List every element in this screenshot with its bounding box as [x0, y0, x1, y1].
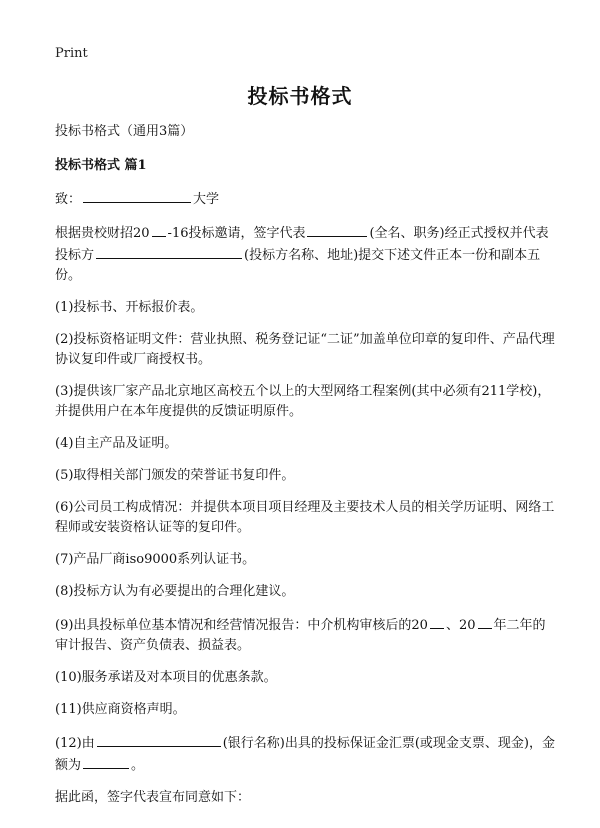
list-item: (6)公司员工构成情况：并提供本项目项目经理及主要技术人员的相关学历证明、网络工程师或安装资格认证等的复印件。: [55, 500, 555, 535]
item12-text-1: (12)由: [55, 736, 95, 751]
list-item: (4)自主产品及证明。: [55, 436, 178, 451]
intro-text-3: (全名、职务)经正式授权并代表投标方: [55, 226, 549, 263]
item12-text-3: 。: [131, 758, 145, 773]
list-item: (7)产品厂商iso9000系列认证书。: [55, 552, 256, 567]
list-item-9: [55, 614, 555, 656]
intro-text-2: -16投标邀请，签字代表: [167, 226, 306, 241]
amount-blank: [83, 754, 129, 769]
list-item: (8)投标方认为有必要提出的合理化建议。: [55, 584, 295, 599]
salutation-line: [55, 188, 555, 210]
bank-name-blank: [97, 732, 221, 747]
print-label: Print: [55, 46, 88, 61]
list-item: (5)取得相关部门颁发的荣誉证书复印件。: [55, 468, 295, 483]
item9-text-2: 、20: [445, 618, 476, 633]
list-item-12: [55, 732, 555, 776]
document-body: [55, 118, 555, 808]
section-heading: 投标书格式 篇1: [55, 158, 147, 173]
item9-text-3: 年二年的审计报告、资产负债表、损益表。: [55, 618, 546, 653]
signatory-blank: [307, 222, 367, 237]
list-item: (11)供应商资格声明。: [55, 702, 186, 717]
document-subtitle: 投标书格式（通用3篇）: [55, 124, 194, 139]
salutation-suffix: 大学: [193, 192, 220, 207]
salutation-prefix: 致：: [55, 192, 82, 207]
year-blank-1: [430, 614, 444, 629]
list-item: (10)服务承诺及对本项目的优惠条款。: [55, 670, 277, 685]
page-title: 投标书格式: [247, 84, 353, 108]
year-blank: [152, 222, 166, 237]
item9-text-1: (9)出具投标单位基本情况和经营情况报告：中介机构审核后的20: [55, 618, 428, 633]
intro-text-4: (投标方名称、地址)提交下述文件正本一份和副本五份。: [55, 248, 541, 283]
intro-paragraph: [55, 222, 555, 286]
list-item: (2)投标资格证明文件：营业执照、税务登记证“二证”加盖单位印章的复印件、产品代理协议复印件或厂商授权书。: [55, 332, 555, 367]
year-blank-2: [478, 614, 492, 629]
bidder-blank: [96, 244, 242, 259]
intro-text-1: 根据贵校财招20: [55, 226, 150, 241]
list-item: (1)投标书、开标报价表。: [55, 300, 204, 315]
closing-line: 据此函，签字代表宣布同意如下：: [55, 790, 251, 805]
list-item: (3)提供该厂家产品北京地区高校五个以上的大型网络工程案例(其中必须有211学校)，并提供用户在本年度提供的反馈证明原件。: [55, 384, 551, 419]
item12-text-2: (银行名称)出具的投标保证金汇票(或现金支票、现金)，金额为: [55, 736, 555, 773]
recipient-blank: [83, 188, 191, 203]
